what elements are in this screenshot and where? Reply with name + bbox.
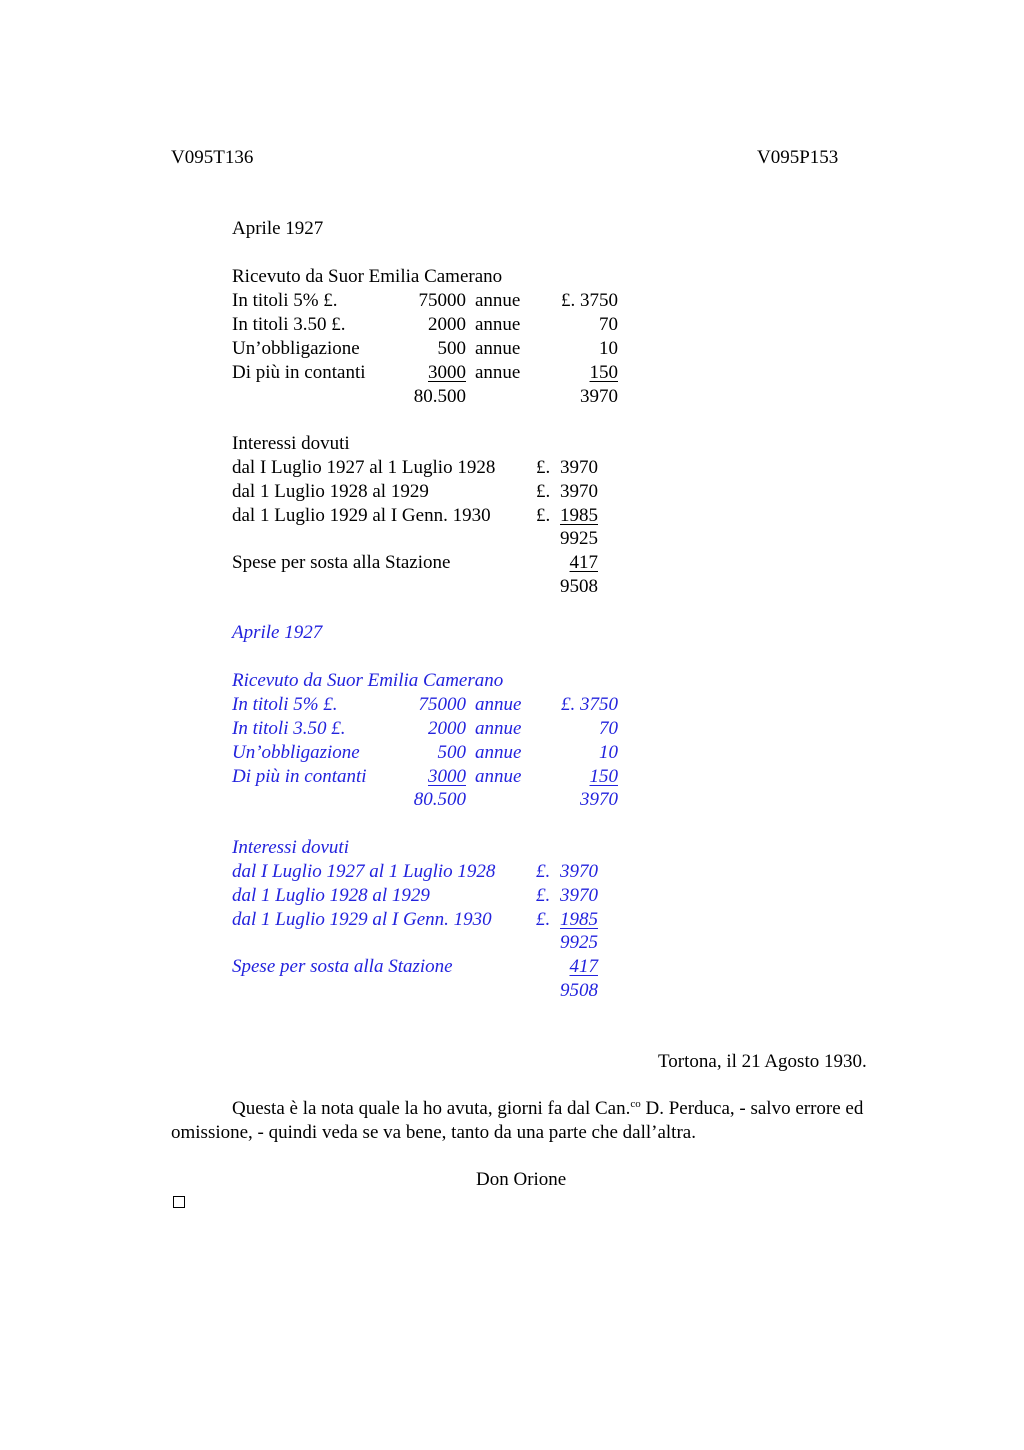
holding-amount: 500 xyxy=(437,742,466,763)
end-mark-box xyxy=(173,1196,185,1208)
period-currency: £. xyxy=(536,505,551,526)
final-total: 9508 xyxy=(560,980,598,1001)
block-date: Aprile 1927 xyxy=(232,622,323,643)
period-value: 3970 xyxy=(560,861,598,882)
period-currency: £. xyxy=(536,481,551,502)
holding-amount: 3000 xyxy=(428,766,466,787)
subtotal: 9925 xyxy=(560,932,598,953)
interest-heading: Interessi dovuti xyxy=(232,433,350,454)
holding-unit: annue xyxy=(475,362,521,383)
received-heading: Ricevuto da Suor Emilia Camerano xyxy=(232,670,504,691)
holding-unit: annue xyxy=(475,290,521,311)
holdings-total-amount: 80.500 xyxy=(413,789,466,810)
holding-interest: 70 xyxy=(599,718,618,739)
holding-interest: 70 xyxy=(599,314,618,335)
expense-value: 417 xyxy=(569,552,598,573)
holding-interest: 10 xyxy=(599,742,618,763)
period-value: 1985 xyxy=(560,505,598,526)
holding-label: In titoli 5% £. xyxy=(232,290,338,311)
holdings-total-interest: 3970 xyxy=(580,789,618,810)
holding-unit: annue xyxy=(475,338,521,359)
period-label: dal 1 Luglio 1928 al 1929 xyxy=(232,885,430,906)
block-date: Aprile 1927 xyxy=(232,218,324,239)
expense-value: 417 xyxy=(569,956,598,977)
final-total: 9508 xyxy=(560,576,598,597)
holding-label: In titoli 3.50 £. xyxy=(232,314,346,335)
holding-amount: 2000 xyxy=(428,718,466,739)
holdings-total-interest: 3970 xyxy=(580,386,618,407)
holding-label: In titoli 5% £. xyxy=(232,694,338,715)
expense-label: Spese per sosta alla Stazione xyxy=(232,552,451,573)
holding-interest: £. 3750 xyxy=(561,694,618,715)
holding-amount: 3000 xyxy=(428,362,466,383)
holding-unit: annue xyxy=(475,766,522,787)
holding-interest: 150 xyxy=(589,362,618,383)
letter-body-text: Questa è la nota quale la ho avuta, giorni fa dal Can. xyxy=(232,1098,631,1119)
holding-interest: 150 xyxy=(589,766,618,787)
holding-label: In titoli 3.50 £. xyxy=(232,718,346,739)
holding-label: Un’obbligazione xyxy=(232,338,360,359)
letter-body-text: D. Perduca, - salvo errore ed xyxy=(640,1098,864,1119)
period-label: dal I Luglio 1927 al 1 Luglio 1928 xyxy=(232,457,496,478)
period-label: dal 1 Luglio 1929 al I Genn. 1930 xyxy=(232,909,492,930)
holdings-total-amount: 80.500 xyxy=(413,386,466,407)
period-value: 1985 xyxy=(560,909,598,930)
period-currency: £. xyxy=(536,885,551,906)
period-currency: £. xyxy=(536,457,551,478)
holding-unit: annue xyxy=(475,718,522,739)
place-date: Tortona, il 21 Agosto 1930. xyxy=(658,1051,867,1072)
signature: Don Orione xyxy=(476,1169,567,1190)
holding-interest: 10 xyxy=(599,338,618,359)
holding-amount: 75000 xyxy=(418,694,466,715)
period-label: dal I Luglio 1927 al 1 Luglio 1928 xyxy=(232,861,496,882)
holding-interest: £. 3750 xyxy=(561,290,618,311)
letter-body-line1 xyxy=(232,1098,863,1120)
expense-label: Spese per sosta alla Stazione xyxy=(232,956,453,977)
holding-amount: 75000 xyxy=(418,290,466,311)
period-label: dal 1 Luglio 1928 al 1929 xyxy=(232,481,429,502)
header-right-code: V095P153 xyxy=(757,147,839,168)
period-value: 3970 xyxy=(560,481,598,502)
holding-amount: 2000 xyxy=(428,314,466,335)
period-currency: £. xyxy=(536,861,551,882)
holding-amount: 500 xyxy=(437,338,466,359)
interest-heading: Interessi dovuti xyxy=(232,837,349,858)
holding-unit: annue xyxy=(475,314,521,335)
holding-unit: annue xyxy=(475,742,522,763)
period-value: 3970 xyxy=(560,885,598,906)
holding-label: Di più in contanti xyxy=(232,766,367,787)
abbrev-superscript: co xyxy=(630,1098,641,1110)
subtotal: 9925 xyxy=(560,528,598,549)
period-value: 3970 xyxy=(560,457,598,478)
header-left-code: V095T136 xyxy=(171,147,254,168)
letter-body-line2: omissione, - quindi veda se va bene, tanto da una parte che dall’altra. xyxy=(171,1122,696,1143)
holding-label: Di più in contanti xyxy=(232,362,366,383)
received-heading: Ricevuto da Suor Emilia Camerano xyxy=(232,266,503,287)
period-currency: £. xyxy=(536,909,551,930)
period-label: dal 1 Luglio 1929 al I Genn. 1930 xyxy=(232,505,491,526)
holding-unit: annue xyxy=(475,694,522,715)
holding-label: Un’obbligazione xyxy=(232,742,360,763)
